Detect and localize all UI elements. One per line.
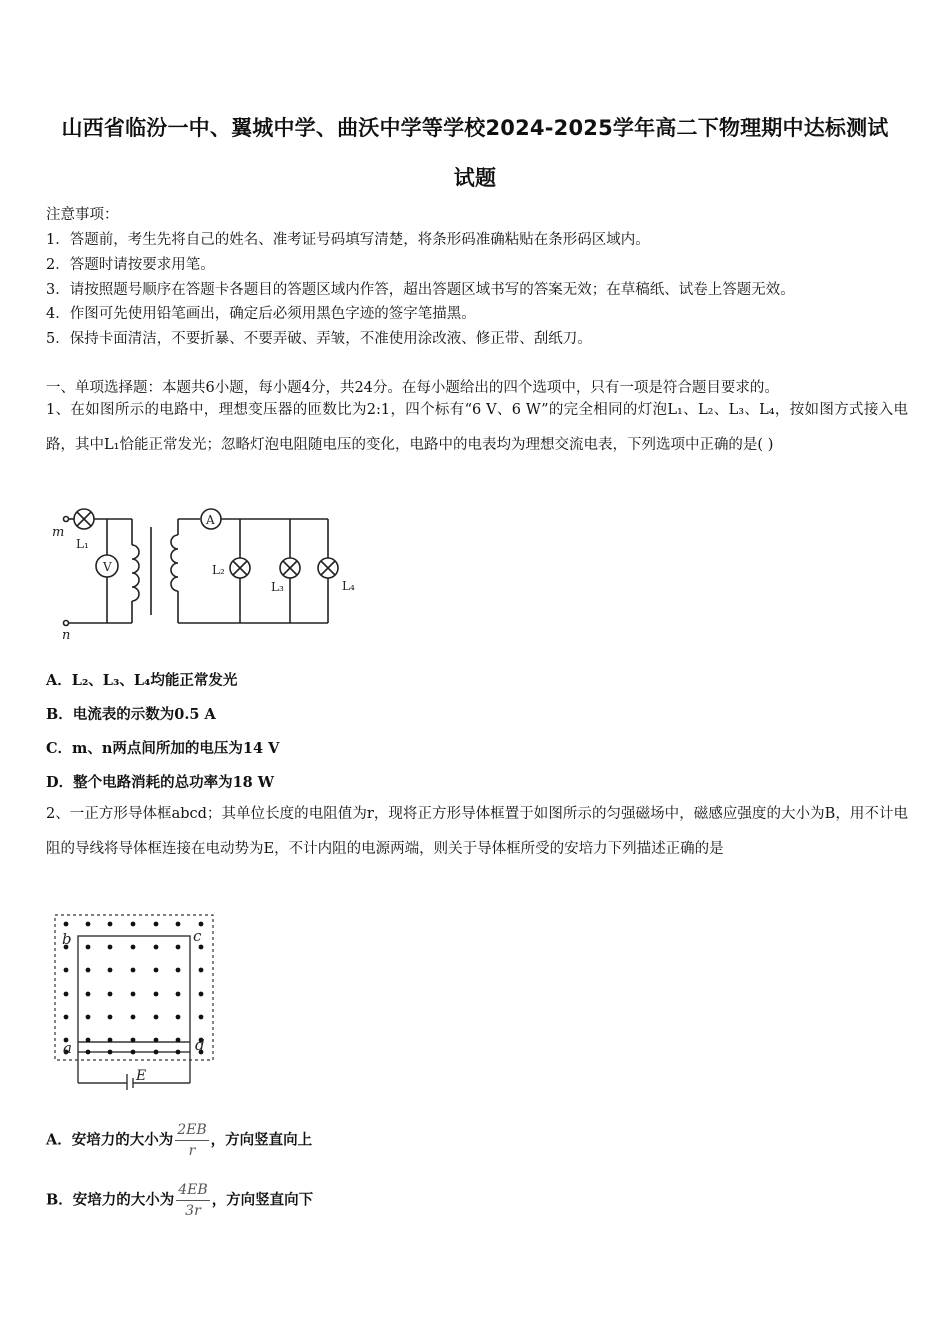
field-dot: [154, 1038, 159, 1043]
corner-c-label: c: [193, 927, 202, 945]
field-dot: [199, 992, 204, 997]
field-dot: [154, 992, 159, 997]
notice-item: 4．作图可先使用铅笔画出，确定后必须用黑色字迹的签字笔描黑。: [46, 306, 476, 322]
field-dot: [131, 945, 136, 950]
question-1-option-b: B．电流表的示数为0.5 A: [46, 706, 216, 723]
field-dot: [86, 1038, 91, 1043]
field-dot: [64, 1015, 69, 1020]
field-dot: [154, 945, 159, 950]
field-dot: [154, 1050, 159, 1055]
voltmeter-label: V: [103, 560, 112, 574]
field-dots: [64, 922, 204, 1055]
magnetic-field-diagram: [50, 910, 220, 1090]
field-dot: [64, 992, 69, 997]
corner-d-label: d: [195, 1036, 205, 1054]
field-dot: [199, 945, 204, 950]
field-dot: [131, 1038, 136, 1043]
field-dot: [154, 968, 159, 973]
field-dot: [131, 1015, 136, 1020]
fraction-numerator: 4EB: [176, 1180, 209, 1201]
field-dot: [176, 1050, 181, 1055]
field-dot: [86, 1015, 91, 1020]
option-a-prefix: A．安培力的大小为: [46, 1131, 174, 1149]
field-dot: [176, 922, 181, 927]
field-dot: [199, 968, 204, 973]
question-1-option-d: D．整个电路消耗的总功率为18 W: [46, 774, 275, 791]
field-dot: [108, 1050, 113, 1055]
emf-label: E: [136, 1068, 147, 1084]
field-dot: [199, 922, 204, 927]
field-dot: [108, 1038, 113, 1043]
field-dot: [199, 1015, 204, 1020]
field-dot: [86, 945, 91, 950]
option-a-suffix: ，方向竖直向上: [210, 1131, 313, 1149]
fraction-4eb-over-3r: [176, 1180, 209, 1221]
option-b-prefix: B．安培力的大小为: [46, 1191, 175, 1209]
question-1-option-a: A．L₂、L₃、L₄均能正常发光: [46, 672, 238, 689]
field-dot: [64, 968, 69, 973]
question-2-stem: 2、一正方形导体框abcd；其单位长度的电阻值为r，现将正方形导体框置于如图所示的匀强磁场中，磁感应强度的大小为B，用不计电阻的导线将导体框连接在电动势为E，不计内阻的电源两端，则关于导体框所受的安培力下列描述正确的是: [46, 806, 908, 857]
field-dot: [176, 1015, 181, 1020]
question-2-option-b: [46, 1180, 313, 1221]
fraction-2eb-over-r: [175, 1120, 208, 1161]
field-dot: [86, 968, 91, 973]
field-dot: [108, 945, 113, 950]
lamp-l2-label: L₂: [212, 563, 225, 577]
question-1-stem: 1、在如图所示的电路中，理想变压器的匝数比为2:1，四个标有“6 V、6 W”的完全相同的灯泡L₁、L₂、L₃、L₄，按如图方式接入电路，其中L₁恰能正常发光；忽略灯泡电阻随电压的变化，电路中的电表均为理想交流电表，下列选项中正确的是( ): [46, 402, 908, 453]
circuit-diagram: [50, 505, 370, 645]
field-dot: [108, 1015, 113, 1020]
field-dot: [64, 922, 69, 927]
exam-title: 山西省临汾一中、翼城中学、曲沃中学等学校2024-2025学年高二下物理期中达标测试: [61, 116, 889, 140]
field-dot: [108, 992, 113, 997]
question-2-option-a: [46, 1120, 312, 1161]
fraction-denominator: 3r: [185, 1203, 201, 1219]
fraction-numerator: 2EB: [175, 1120, 208, 1141]
terminal-m-label: m: [52, 525, 65, 540]
field-dot: [86, 1050, 91, 1055]
notice-heading: 注意事项：: [46, 207, 119, 223]
notice-item: 2．答题时请按要求用笔。: [46, 257, 215, 273]
field-dot: [176, 1038, 181, 1043]
lamp-l3-label: L₃: [271, 580, 284, 594]
notice-item: 1．答题前，考生先将自己的姓名、准考证号码填写清楚，将条形码准确粘贴在条形码区域内。: [46, 232, 650, 248]
field-dot: [86, 992, 91, 997]
fraction-denominator: r: [188, 1143, 196, 1159]
option-b-suffix: ，方向竖直向下: [211, 1191, 314, 1209]
section-heading: 一、单项选择题：本题共6小题，每小题4分，共24分。在每小题给出的四个选项中，只有一项是符合题目要求的。: [46, 380, 779, 396]
notice-item: 3．请按照题号顺序在答题卡各题目的答题区域内作答，超出答题区域书写的答案无效；在草稿纸、试卷上答题无效。: [46, 282, 795, 298]
lamp-l1-label: L₁: [76, 537, 89, 551]
question-1-option-c: C．m、n两点间所加的电压为14 V: [46, 740, 280, 757]
corner-b-label: b: [62, 930, 72, 948]
field-dot: [86, 922, 91, 927]
field-dot: [108, 968, 113, 973]
notice-item: 5．保持卡面清洁，不要折暴、不要弄破、弄皱，不准使用涂改液、修正带、刮纸刀。: [46, 331, 592, 347]
ammeter-label: A: [206, 513, 215, 527]
exam-title-continued: 试题: [453, 166, 497, 190]
field-dot: [131, 1050, 136, 1055]
terminal-n-label: n: [62, 628, 71, 643]
lamp-l4-label: L₄: [342, 579, 355, 593]
field-dot: [176, 968, 181, 973]
field-dot: [108, 922, 113, 927]
field-dot: [131, 968, 136, 973]
field-dot: [131, 992, 136, 997]
field-dot: [176, 945, 181, 950]
field-dot: [176, 992, 181, 997]
field-dot: [131, 922, 136, 927]
field-dot: [154, 922, 159, 927]
corner-a-label: a: [63, 1039, 72, 1057]
field-dot: [154, 1015, 159, 1020]
